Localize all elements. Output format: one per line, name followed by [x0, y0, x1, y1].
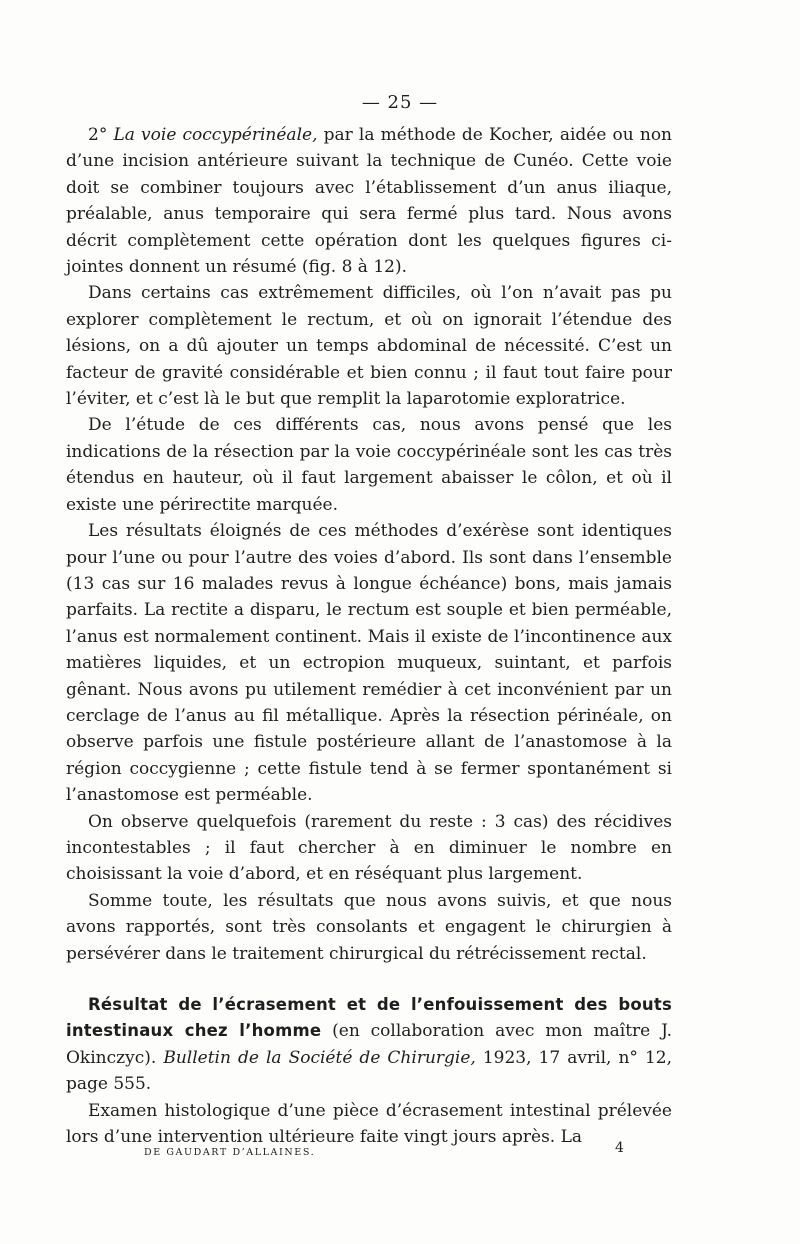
footer-author: DE GAUDART D’ALLAINES. — [144, 1147, 316, 1158]
section-ecrasement — [66, 992, 672, 1150]
page-number: — 25 — — [361, 92, 439, 113]
paragraph-recidives: On observe quelquefois (rarement du reste : 3 cas) des récidives incontestables ; il faut chercher à en diminuer le nombre en choisissant la voie d’abord, et en réséquant plus largement. — [66, 811, 672, 885]
section-paragraph: Examen histologique d’une pièce d’écrasement intestinal prélevée lors d’une intervention ultérieure faite vingt jours après. La — [66, 1100, 672, 1148]
paragraph-cas-difficiles: Dans certains cas extrêmement difficiles, où l’on n’avait pas pu explorer complètement le rectum, et où on ignorait l’étendue des lésions, on a dû ajouter un temps abdominal de nécessité. C’est un facteur de gravité considérable et bien connu ; il faut tout faire pour l’éviter, et c’est là le but que remplit la laparotomie exploratrice. — [66, 283, 672, 410]
method-title: La voie coccypérinéale, — [113, 125, 318, 145]
paragraph-resultats: Les résultats éloignés de ces méthodes d’exérèse sont identiques pour l’une ou pour l’autre des voies d’abord. Ils sont dans l’ensemble (13 cas sur 16 malades revus à longue échéance) bons, mais jamais parfaits. La rectite a disparu, le rectum est souple et bien perméable, l’anus est normalement continent. Mais il existe de l’incontinence aux matières liquides, et un ectropion muqueux, suintant, et parfois gênant. Nous avons pu utilement remédier à cet inconvénient par un cerclage de l’anus au fil métallique. Après la résection périnéale, on observe parfois une fistule postérieure allant de l’anastomose à la région coccygienne ; cette fistule tend à se fermer spontanément si l’anastomose est perméable. — [66, 521, 672, 806]
paragraph-text: par la méthode de Kocher, aidée ou non d’une incision antérieure suivant la technique de Cunéo. Cette voie doit se combiner toujours avec l’établissement d’un anus iliaque, préalable, anus temporaire qui sera fermé plus tard. Nous avons décrit complètement cette opération dont les quelques figures ci-jointes donnent un résumé (fig. 8 à 12). — [66, 125, 672, 278]
main-text — [66, 122, 672, 967]
paragraph-indications: De l’étude de ces différents cas, nous avons pensé que les indications de la résection par la voie coccypérinéale sont les cas très étendus en hauteur, où il faut largement abaisser le côlon, et où il existe une périrectite marquée. — [66, 415, 672, 515]
section-heading — [66, 992, 672, 1098]
paragraph-conclusion: Somme toute, les résultats que nous avons suivis, et que nous avons rapportés, sont très consolants et engagent le chirurgien à persévérer dans le traitement chirurgical du rétrécissement rectal. — [66, 890, 672, 964]
list-number: 2° — [88, 125, 114, 145]
signature-number: 4 — [615, 1140, 624, 1156]
section-credit: (en collaboration avec mon maître J. Okinczyc). — [66, 1021, 672, 1068]
citation: 1923, 17 avril, n° 12, page 555. — [66, 1047, 672, 1095]
section-title: Résultat de l’écrasement et de l’enfouissement des bouts intestinaux chez l’homme — [66, 995, 672, 1041]
paragraph-voie-coccyperineale — [66, 122, 672, 280]
journal-title: Bulletin de la Société de Chirurgie, — [163, 1047, 476, 1068]
